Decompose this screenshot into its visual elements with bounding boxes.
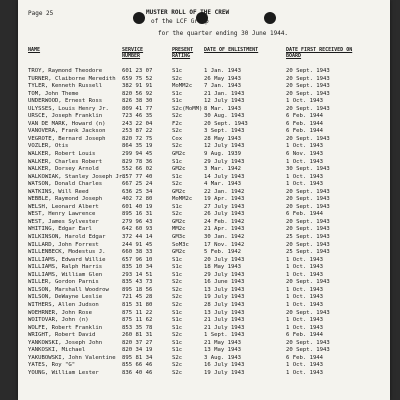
crew-name: WEST, Henry Lawrence xyxy=(28,211,96,218)
service-number: 244 91 45 xyxy=(122,241,153,248)
received-date: 6 Feb. 1944 xyxy=(286,332,324,339)
service-number: 835 43 73 xyxy=(122,279,153,286)
crew-name: VOZLER, Otis xyxy=(28,143,69,150)
present-rating: S2c xyxy=(172,128,183,135)
service-number: 636 25 34 xyxy=(122,188,153,195)
crew-row xyxy=(18,121,390,129)
enlistment-date: 30 Jan. 1942 xyxy=(204,234,245,241)
service-number: 836 40 46 xyxy=(122,369,153,376)
column-header-name: NAME xyxy=(28,47,41,53)
crew-row xyxy=(18,83,390,91)
crew-row xyxy=(18,249,390,257)
crew-name: TOM, John Theme xyxy=(28,90,79,97)
received-date: 1 Oct. 1943 xyxy=(286,98,324,105)
present-rating: S1c xyxy=(172,158,183,165)
present-rating: S2c xyxy=(172,369,183,376)
received-date: 6 Feb. 1944 xyxy=(286,120,324,127)
received-date: 20 Sept. 1943 xyxy=(286,75,330,82)
service-number: 372 44 14 xyxy=(122,234,153,241)
service-number: 659 75 52 xyxy=(122,75,153,82)
present-rating: S2c xyxy=(172,279,183,286)
present-rating: MoMM2c xyxy=(172,196,193,203)
crew-row xyxy=(18,181,390,189)
crew-name: VAN DE MARK, Howard (n) xyxy=(28,120,106,127)
received-date: 1 Oct. 1943 xyxy=(286,143,324,150)
present-rating: GM3c xyxy=(172,234,186,241)
received-date: 20 Sept. 1943 xyxy=(286,90,330,97)
enlistment-date: 7 Jan. 1943 xyxy=(204,83,242,90)
crew-row xyxy=(18,362,390,370)
crew-name: WATKINS, Will Reed xyxy=(28,188,89,195)
present-rating: MoMM2c xyxy=(172,83,193,90)
received-date: 20 Sept. 1943 xyxy=(286,83,330,90)
received-date: 20 Sept. 1943 xyxy=(286,188,330,195)
crew-row xyxy=(18,226,390,234)
crew-row xyxy=(18,76,390,84)
service-number: 895 18 56 xyxy=(122,286,153,293)
received-date: 6 Feb. 1944 xyxy=(286,128,324,135)
present-rating: S2c xyxy=(172,211,183,218)
enlistment-date: 12 July 1943 xyxy=(204,98,245,105)
crew-name: WILSON, Marshall Woodrow xyxy=(28,286,109,293)
crew-name: WALKOWIAK, Stanley Joseph Jr. xyxy=(28,173,126,180)
enlistment-date: 3 Aug. 1943 xyxy=(204,354,242,361)
service-number: 721 45 28 xyxy=(122,294,153,301)
present-rating: S1c xyxy=(172,264,183,271)
received-date: 1 Oct. 1943 xyxy=(286,301,324,308)
present-rating: GM2c xyxy=(172,151,186,158)
enlistment-date: 14 July 1943 xyxy=(204,173,245,180)
column-header-rating: PRESENT RATING xyxy=(172,47,194,59)
enlistment-date: 3 Sept. 1943 xyxy=(204,128,245,135)
crew-row xyxy=(18,294,390,302)
crew-name: WILLARD, John Forrest xyxy=(28,241,99,248)
present-rating: S2c xyxy=(172,301,183,308)
present-rating: GM2c xyxy=(172,249,186,256)
enlistment-date: 30 Aug. 1943 xyxy=(204,113,245,120)
crew-row xyxy=(18,189,390,197)
service-number: 820 72 75 xyxy=(122,135,153,142)
present-rating: GM2c xyxy=(172,166,186,173)
crew-name: WATSON, Donald Charles xyxy=(28,181,103,188)
service-number: 601 23 07 xyxy=(122,68,153,74)
enlistment-date: 13 May 1943 xyxy=(204,347,242,354)
present-rating: SoM3c xyxy=(172,241,189,248)
present-rating: S2c xyxy=(172,113,183,120)
enlistment-date: 21 Jan. 1943 xyxy=(204,90,245,97)
crew-row xyxy=(18,196,390,204)
received-date: 20 Sept. 1943 xyxy=(286,68,330,74)
service-number: 875 11 62 xyxy=(122,317,153,324)
column-header-service-number: SERVICE NUMBER xyxy=(122,47,144,59)
present-rating: GM2c xyxy=(172,218,186,225)
present-rating: S2c xyxy=(172,362,183,369)
crew-name: WILLIAMS, William Glen xyxy=(28,271,103,278)
crew-row xyxy=(18,310,390,318)
crew-name: YANKOSKI, Michael xyxy=(28,347,86,354)
present-rating: S2c(MoMM) xyxy=(172,105,203,112)
enlistment-date: 4 Mar. 1943 xyxy=(204,181,242,188)
enlistment-date: 21 May 1943 xyxy=(204,339,242,346)
crew-row xyxy=(18,113,390,121)
received-date: 25 Sept. 1943 xyxy=(286,234,330,241)
column-header-enlistment: DATE OF ENLISTMENT xyxy=(204,47,259,53)
received-date: 1 Oct. 1943 xyxy=(286,286,324,293)
crew-row xyxy=(18,174,390,182)
enlistment-date: 16 July 1943 xyxy=(204,362,245,369)
present-rating: S1c xyxy=(172,324,183,331)
crew-row xyxy=(18,264,390,272)
service-number: 820 34 19 xyxy=(122,347,153,354)
crew-name: UNDERWOOD, Ernest Ross xyxy=(28,98,103,105)
quarter-line: for the quarter ending 30 June 1944. xyxy=(158,30,289,37)
received-date: 1 Oct. 1943 xyxy=(286,173,324,180)
service-number: 657 96 10 xyxy=(122,256,153,263)
enlistment-date: 16 June 1943 xyxy=(204,279,245,286)
service-number: 552 66 02 xyxy=(122,166,153,173)
service-number: 299 94 45 xyxy=(122,151,153,158)
service-number: 402 72 80 xyxy=(122,196,153,203)
received-date: 30 Sept. 1943 xyxy=(286,166,330,173)
received-date: 1 Oct. 1943 xyxy=(286,324,324,331)
enlistment-date: 26 May 1943 xyxy=(204,75,242,82)
received-date: 20 Sept. 1943 xyxy=(286,347,330,354)
service-number: 853 35 78 xyxy=(122,324,153,331)
received-date: 1 Oct. 1943 xyxy=(286,264,324,271)
crew-row xyxy=(18,302,390,310)
present-rating: MM2c xyxy=(172,226,186,233)
crew-row xyxy=(18,347,390,355)
crew-name: YOUNG, William Lester xyxy=(28,369,99,376)
service-number: 809 41 77 xyxy=(122,105,153,112)
service-number: 835 10 34 xyxy=(122,264,153,271)
received-date: 20 Sept. 1943 xyxy=(286,309,330,316)
enlistment-date: 28 May 1943 xyxy=(204,135,242,142)
service-number: 667 25 24 xyxy=(122,181,153,188)
received-date: 1 Oct. 1943 xyxy=(286,317,324,324)
muster-roll-page xyxy=(18,0,390,400)
enlistment-date: 13 July 1943 xyxy=(204,309,245,316)
present-rating: S1c xyxy=(172,317,183,324)
present-rating: S2c xyxy=(172,354,183,361)
enlistment-date: 17 Nov. 1942 xyxy=(204,241,245,248)
enlistment-date: 20 July 1943 xyxy=(204,256,245,263)
crew-row xyxy=(18,257,390,265)
enlistment-date: 24 Feb. 1942 xyxy=(204,218,245,225)
received-date: 20 Sept. 1943 xyxy=(286,105,330,112)
crew-name: WITHERS, Allen Judson xyxy=(28,301,99,308)
crew-name: WALKER, Dorsey Arnold xyxy=(28,166,99,173)
crew-name: WILLENBECK, Modestus J. xyxy=(28,249,106,256)
service-number: 820 37 27 xyxy=(122,339,153,346)
received-date: 20 Sept. 1943 xyxy=(286,339,330,346)
crew-name: ULYSSES, Louis Henry Jr. xyxy=(28,105,109,112)
crew-name: VEGROTE, Bernard Joseph xyxy=(28,135,106,142)
crew-name: WRIGHT, Robert David xyxy=(28,332,96,339)
service-number: 260 81 31 xyxy=(122,332,153,339)
crew-row xyxy=(18,279,390,287)
crew-name: WOEHRNER, John Rose xyxy=(28,309,92,316)
enlistment-date: 29 July 1943 xyxy=(204,158,245,165)
received-date: 1 Oct. 1943 xyxy=(286,256,324,263)
punch-hole-icon xyxy=(264,12,276,24)
crew-name: WOITOVAR, John (n) xyxy=(28,317,89,324)
enlistment-date: 8 Mar. 1943 xyxy=(204,105,242,112)
present-rating: S1c xyxy=(172,339,183,346)
present-rating: S1c xyxy=(172,347,183,354)
crew-name: WILLIAMS, Ralph Harris xyxy=(28,264,103,271)
present-rating: S2c xyxy=(172,332,183,339)
present-rating: S2c xyxy=(172,75,183,82)
crew-row xyxy=(18,211,390,219)
received-date: 20 Sept. 1943 xyxy=(286,218,330,225)
present-rating: S1c xyxy=(172,98,183,105)
enlistment-date: 1 Sept. 1943 xyxy=(204,332,245,339)
enlistment-date: 18 May 1943 xyxy=(204,264,242,271)
crew-name: WALKER, Charles Robert xyxy=(28,158,103,165)
received-date: 1 Oct. 1943 xyxy=(286,294,324,301)
crew-name: TROY, Raymond Theodore xyxy=(28,68,103,74)
crew-row xyxy=(18,332,390,340)
present-rating: Cox xyxy=(172,135,183,142)
crew-row xyxy=(18,143,390,151)
service-number: 253 87 22 xyxy=(122,128,153,135)
present-rating: S1c xyxy=(172,203,183,210)
service-number: 601 40 19 xyxy=(122,203,153,210)
crew-name: YANKOWSKI, Joseph John xyxy=(28,339,103,346)
service-number: 293 14 51 xyxy=(122,271,153,278)
crew-row xyxy=(18,68,390,76)
present-rating: S1c xyxy=(172,173,183,180)
enlistment-date: 5 Feb. 1942 xyxy=(204,249,242,256)
enlistment-date: 9 Aug. 1939 xyxy=(204,151,242,158)
page-number: Page 25 xyxy=(28,10,54,17)
crew-row xyxy=(18,159,390,167)
column-header-received: DATE FIRST RECEIVED ON BOARD xyxy=(286,47,353,59)
present-rating: GM2c xyxy=(172,188,186,195)
service-number: 826 38 30 xyxy=(122,98,153,105)
crew-name: WILLER, Gordon Parnis xyxy=(28,279,99,286)
crew-name: WEST, James Sylvester xyxy=(28,218,99,225)
service-number: 857 77 40 xyxy=(122,173,153,180)
received-date: 1 Oct. 1943 xyxy=(286,369,324,376)
enlistment-date: 21 July 1943 xyxy=(204,324,245,331)
received-date: 6 Feb. 1944 xyxy=(286,113,324,120)
crew-name: VANOVERA, Frank Jackson xyxy=(28,128,106,135)
crew-name: WILLIAMS, Edward Willie xyxy=(28,256,106,263)
service-number: 895 16 31 xyxy=(122,211,153,218)
crew-row xyxy=(18,136,390,144)
enlistment-date: 22 Jan. 1942 xyxy=(204,188,245,195)
enlistment-date: 3 Mar. 1942 xyxy=(204,166,242,173)
service-number: 855 66 46 xyxy=(122,362,153,369)
crew-row xyxy=(18,325,390,333)
received-date: 20 Sept. 1943 xyxy=(286,135,330,142)
crew-name: YAKUBOWSKI, John Valentine xyxy=(28,354,116,361)
service-number: 875 11 22 xyxy=(122,309,153,316)
received-date: 6 Feb. 1944 xyxy=(286,211,324,218)
present-rating: S2c xyxy=(172,286,183,293)
service-number: 660 38 33 xyxy=(122,249,153,256)
crew-row xyxy=(18,151,390,159)
present-rating: S1c xyxy=(172,68,183,74)
crew-row xyxy=(18,98,390,106)
service-number: 243 22 04 xyxy=(122,120,153,127)
present-rating: F2c xyxy=(172,120,183,127)
crew-row xyxy=(18,340,390,348)
service-number: 820 56 92 xyxy=(122,90,153,97)
service-number: 895 81 34 xyxy=(122,354,153,361)
crew-row xyxy=(18,204,390,212)
crew-name: WEBBLE, Raymond Joseph xyxy=(28,196,103,203)
crew-row xyxy=(18,166,390,174)
crew-row xyxy=(18,370,390,378)
present-rating: S2c xyxy=(172,181,183,188)
crew-name: WHITING, Edgar Earl xyxy=(28,226,92,233)
present-rating: S2c xyxy=(172,294,183,301)
crew-row xyxy=(18,355,390,363)
crew-name: URSCE, Joseph Franklin xyxy=(28,113,103,120)
crew-row xyxy=(18,219,390,227)
crew-name: WILSON, DeWayne Leslie xyxy=(28,294,103,301)
service-number: 815 31 80 xyxy=(122,301,153,308)
crew-row xyxy=(18,234,390,242)
crew-name: WALKER, Robert Louis xyxy=(28,151,96,158)
received-date: 1 Oct. 1943 xyxy=(286,181,324,188)
crew-name: WELSH, Leonard Albert xyxy=(28,203,99,210)
crew-row xyxy=(18,317,390,325)
received-date: 1 Oct. 1943 xyxy=(286,362,324,369)
received-date: 25 Sept. 1943 xyxy=(286,249,330,256)
crew-name: WOLFE, Robert Franklin xyxy=(28,324,103,331)
enlistment-date: 21 July 1943 xyxy=(204,317,245,324)
service-number: 864 35 19 xyxy=(122,143,153,150)
received-date: 20 Sept. 1943 xyxy=(286,196,330,203)
enlistment-date: 19 July 1943 xyxy=(204,369,245,376)
received-date: 1 Oct. 1943 xyxy=(286,158,324,165)
page-subtitle: of the LCF Group xyxy=(151,18,209,25)
enlistment-date: 1 Jan. 1943 xyxy=(204,68,242,74)
crew-row xyxy=(18,128,390,136)
received-date: 20 Sept. 1943 xyxy=(286,279,330,286)
enlistment-date: 21 Apr. 1943 xyxy=(204,226,245,233)
crew-row xyxy=(18,272,390,280)
present-rating: S1c xyxy=(172,309,183,316)
enlistment-date: 19 Apr. 1943 xyxy=(204,196,245,203)
received-date: 6 Nov. 1943 xyxy=(286,151,324,158)
present-rating: S1c xyxy=(172,271,183,278)
received-date: 1 Oct. 1943 xyxy=(286,271,324,278)
enlistment-date: 27 July 1943 xyxy=(204,203,245,210)
received-date: 6 Feb. 1944 xyxy=(286,354,324,361)
service-number: 723 46 35 xyxy=(122,113,153,120)
service-number: 829 78 36 xyxy=(122,158,153,165)
crew-row xyxy=(18,91,390,99)
enlistment-date: 13 July 1943 xyxy=(204,286,245,293)
punch-hole-icon xyxy=(133,12,145,24)
crew-row xyxy=(18,106,390,114)
crew-name: TYLER, Kenneth Russell xyxy=(28,83,103,90)
service-number: 642 60 93 xyxy=(122,226,153,233)
crew-row xyxy=(18,287,390,295)
received-date: 20 Sept. 1943 xyxy=(286,203,330,210)
present-rating: S1c xyxy=(172,90,183,97)
present-rating: S1c xyxy=(172,256,183,263)
crew-name: YATES, Roy "G" xyxy=(28,362,76,369)
page-title: MUSTER ROLL OF THE CREW xyxy=(146,9,230,16)
crew-row xyxy=(18,242,390,250)
enlistment-date: 26 July 1943 xyxy=(204,211,245,218)
crew-name: TURNER, Claiborne Meredith xyxy=(28,75,116,82)
enlistment-date: 29 July 1943 xyxy=(204,271,245,278)
received-date: 20 Sept. 1943 xyxy=(286,241,330,248)
crew-name: WILKINSON, Harold Edgar xyxy=(28,234,106,241)
present-rating: S2c xyxy=(172,143,183,150)
enlistment-date: 12 July 1943 xyxy=(204,143,245,150)
enlistment-date: 19 July 1943 xyxy=(204,294,245,301)
service-number: 279 96 43 xyxy=(122,218,153,225)
service-number: 382 91 91 xyxy=(122,83,153,90)
enlistment-date: 20 Sept. 1943 xyxy=(204,120,248,127)
enlistment-date: 28 July 1943 xyxy=(204,301,245,308)
crew-list xyxy=(18,68,390,377)
received-date: 20 Sept. 1943 xyxy=(286,226,330,233)
